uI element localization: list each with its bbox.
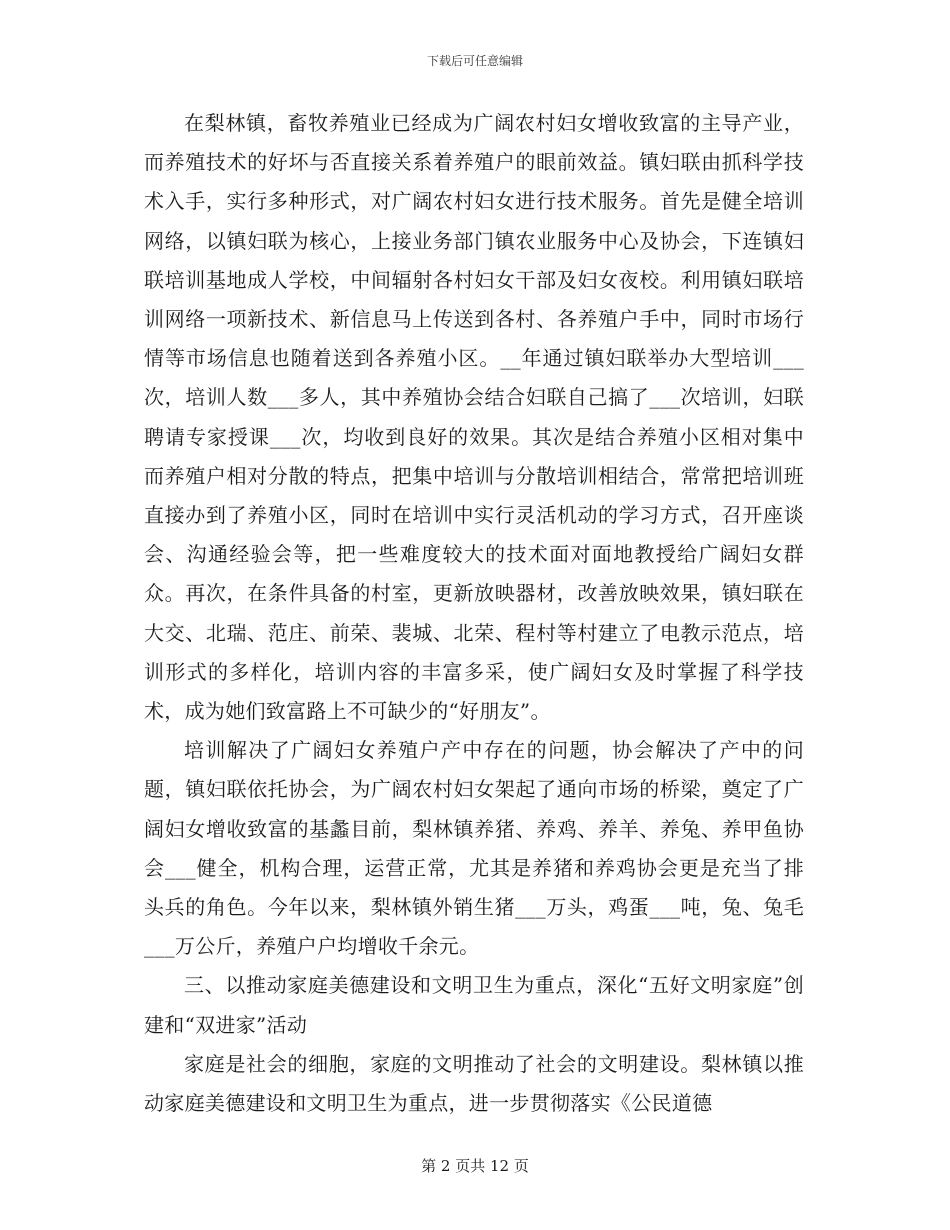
paragraph-associations: 培训解决了广阔妇女养殖户产中存在的问题，协会解决了产中的问题，镇妇联依托协会，为广阔农村妇女架起了通向市场的桥梁，奠定了广阔妇女增收致富的基蠡目前，梨林镇养猪、养鸡、养羊、养兔、养甲鱼协会___健全，机构合理，运营正常，尤其是养猪和养鸡协会更是充当了排头兵的角色。今年以来，梨林镇外销生猪___万头，鸡蛋___吨，兔、兔毛___万公斤，养殖户户均增收千余元。 <box>144 738 804 959</box>
paragraph-family-virtue: 家庭是社会的细胞，家庭的文明推动了社会的文明建设。梨林镇以推动家庭美德建设和文明卫生为重点，进一步贯彻落实《公民道德 <box>144 1051 804 1116</box>
document-body <box>144 104 804 1123</box>
page-header: 下载后可任意编辑 <box>426 54 523 68</box>
paragraph-training-services: 在梨林镇，畜牧养殖业已经成为广阔农村妇女增收致富的主导产业，而养殖技术的好坏与否直接关系着养殖户的眼前效益。镇妇联由抓科学技术入手，实行多种形式，对广阔农村妇女进行技术服务。首先是健全培训网络，以镇妇联为核心，上接业务部门镇农业服务中心及协会，下连镇妇联培训基地成人学校，中间辐射各村妇女干部及妇女夜校。利用镇妇联培训网络一项新技术、新信息马上传送到各村、各养殖户手中，同时市场行情等市场信息也随着送到各养殖小区。__年通过镇妇联举办大型培训___次，培训人数___多人，其中养殖协会结合妇联自己搞了___次培训，妇联聘请专家授课___次，均收到良好的效果。其次是结合养殖小区相对集中而养殖户相对分散的特点，把集中培训与分散培训相结合，常常把培训班直接办到了养殖小区，同时在培训中实行灵活机动的学习方式，召开座谈会、沟通经验会等，把一些难度较大的技术面对面地教授给广阔妇女群众。再次，在条件具备的村室，更新放映器材，改善放映效果，镇妇联在大交、北瑞、范庄、前荣、裴城、北荣、程村等村建立了电教示范点，培训形式的多样化，培训内容的丰富多采，使广阔妇女及时掌握了科学技术，成为她们致富路上不可缺少的“好朋友”。 <box>144 111 804 724</box>
section-heading-three: 三、以推动家庭美德建设和文明卫生为重点，深化“五好文明家庭”创建和“双进家”活动 <box>144 973 804 1037</box>
page-footer: 第 2 页共 12 页 <box>421 1157 529 1175</box>
